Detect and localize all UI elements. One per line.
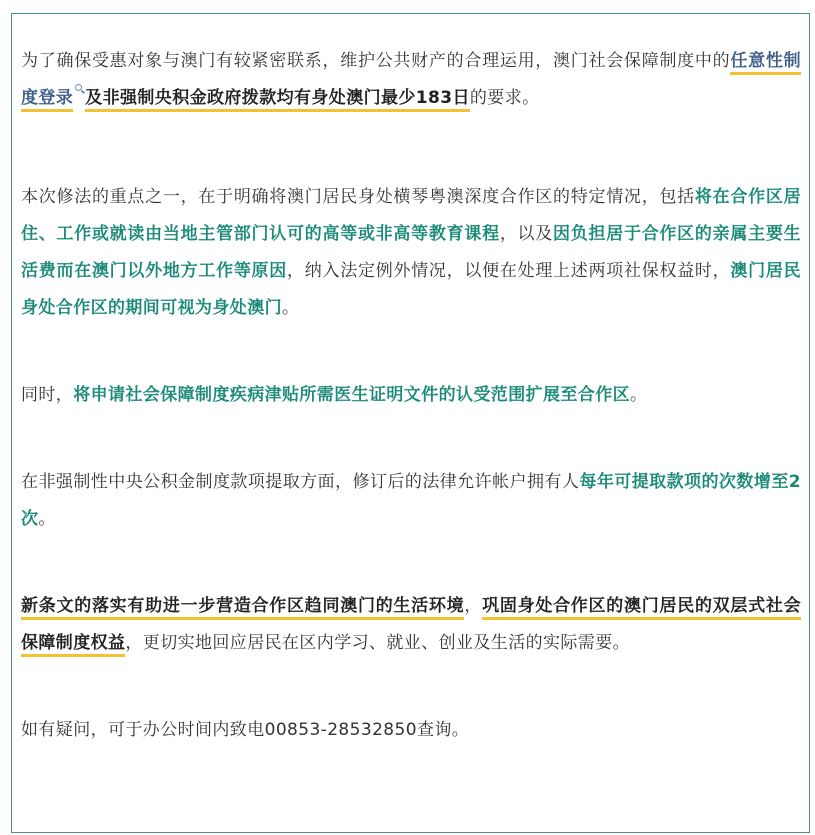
paragraph-text: ，纳入法定例外情况，以便在处理上述两项社保权益时， — [287, 261, 731, 281]
paragraph-withdrawal — [21, 464, 801, 538]
paragraph-text: ， — [464, 596, 483, 616]
article-body — [21, 43, 801, 749]
highlight-living-working-studying: 将在合作区居住、工作或就读由当地主管部门认可的高等或非高等教育课程 — [21, 187, 801, 244]
link-voluntary-scheme[interactable]: 任意性制度登录 — [21, 51, 801, 112]
highlight-deemed-in-macau: 澳门居民身处合作区的期间可视为身处澳门 — [21, 261, 802, 318]
search-icon[interactable] — [75, 84, 82, 91]
paragraph-text: 为了确保受惠对象与澳门有较紧密联系，维护公共财产的合理运用，澳门社会保障制度中的 — [21, 51, 731, 71]
paragraph-text: ，以及 — [499, 224, 554, 244]
highlight-living-environment: 新条文的落实有助进一步营造合作区趋同澳门的生活环境 — [21, 596, 464, 620]
paragraph-amendment — [21, 179, 801, 327]
paragraph-text: ，更切实地回应居民在区内学习、就业、创业及生活的实际需要。 — [125, 633, 631, 653]
paragraph-text: 。 — [630, 385, 648, 405]
highlight-dual-social-security: 巩固身处合作区的澳门居民的双层式社会保障制度权益 — [21, 596, 801, 657]
paragraph-text: 的要求。 — [469, 88, 540, 108]
paragraph-text: 。 — [282, 298, 300, 318]
paragraph-contact — [21, 712, 801, 749]
paragraph-text: 本次修法的重点之一，在于明确将澳门居民身处横琴粤澳深度合作区的特定情况，包括 — [21, 187, 695, 207]
paragraph-requirement — [21, 43, 801, 117]
highlight-medical-certificate: 将申请社会保障制度疾病津贴所需医生证明文件的认受范围扩展至合作区 — [73, 385, 631, 405]
paragraph-text: 在非强制性中央公积金制度款项提取方面，修订后的法律允许帐户拥有人 — [21, 472, 580, 492]
paragraph-text: 同时， — [21, 385, 74, 405]
highlight-withdrawal-times: 每年可提取款项的次数增至2次 — [21, 472, 801, 529]
highlight-family-support: 因负担居于合作区的亲属主要生活费而在澳门以外地方工作等原因 — [21, 224, 801, 281]
paragraph-text: 。 — [38, 509, 56, 529]
paragraph-sickness-allowance — [21, 377, 801, 414]
contact-text: 如有疑问，可于办公时间内致电00853-28532850查询。 — [21, 720, 470, 740]
highlight-residence-requirement: 及非强制央积金政府拨款均有身处澳门最少183日 — [85, 88, 470, 112]
paragraph-conclusion — [21, 588, 801, 662]
